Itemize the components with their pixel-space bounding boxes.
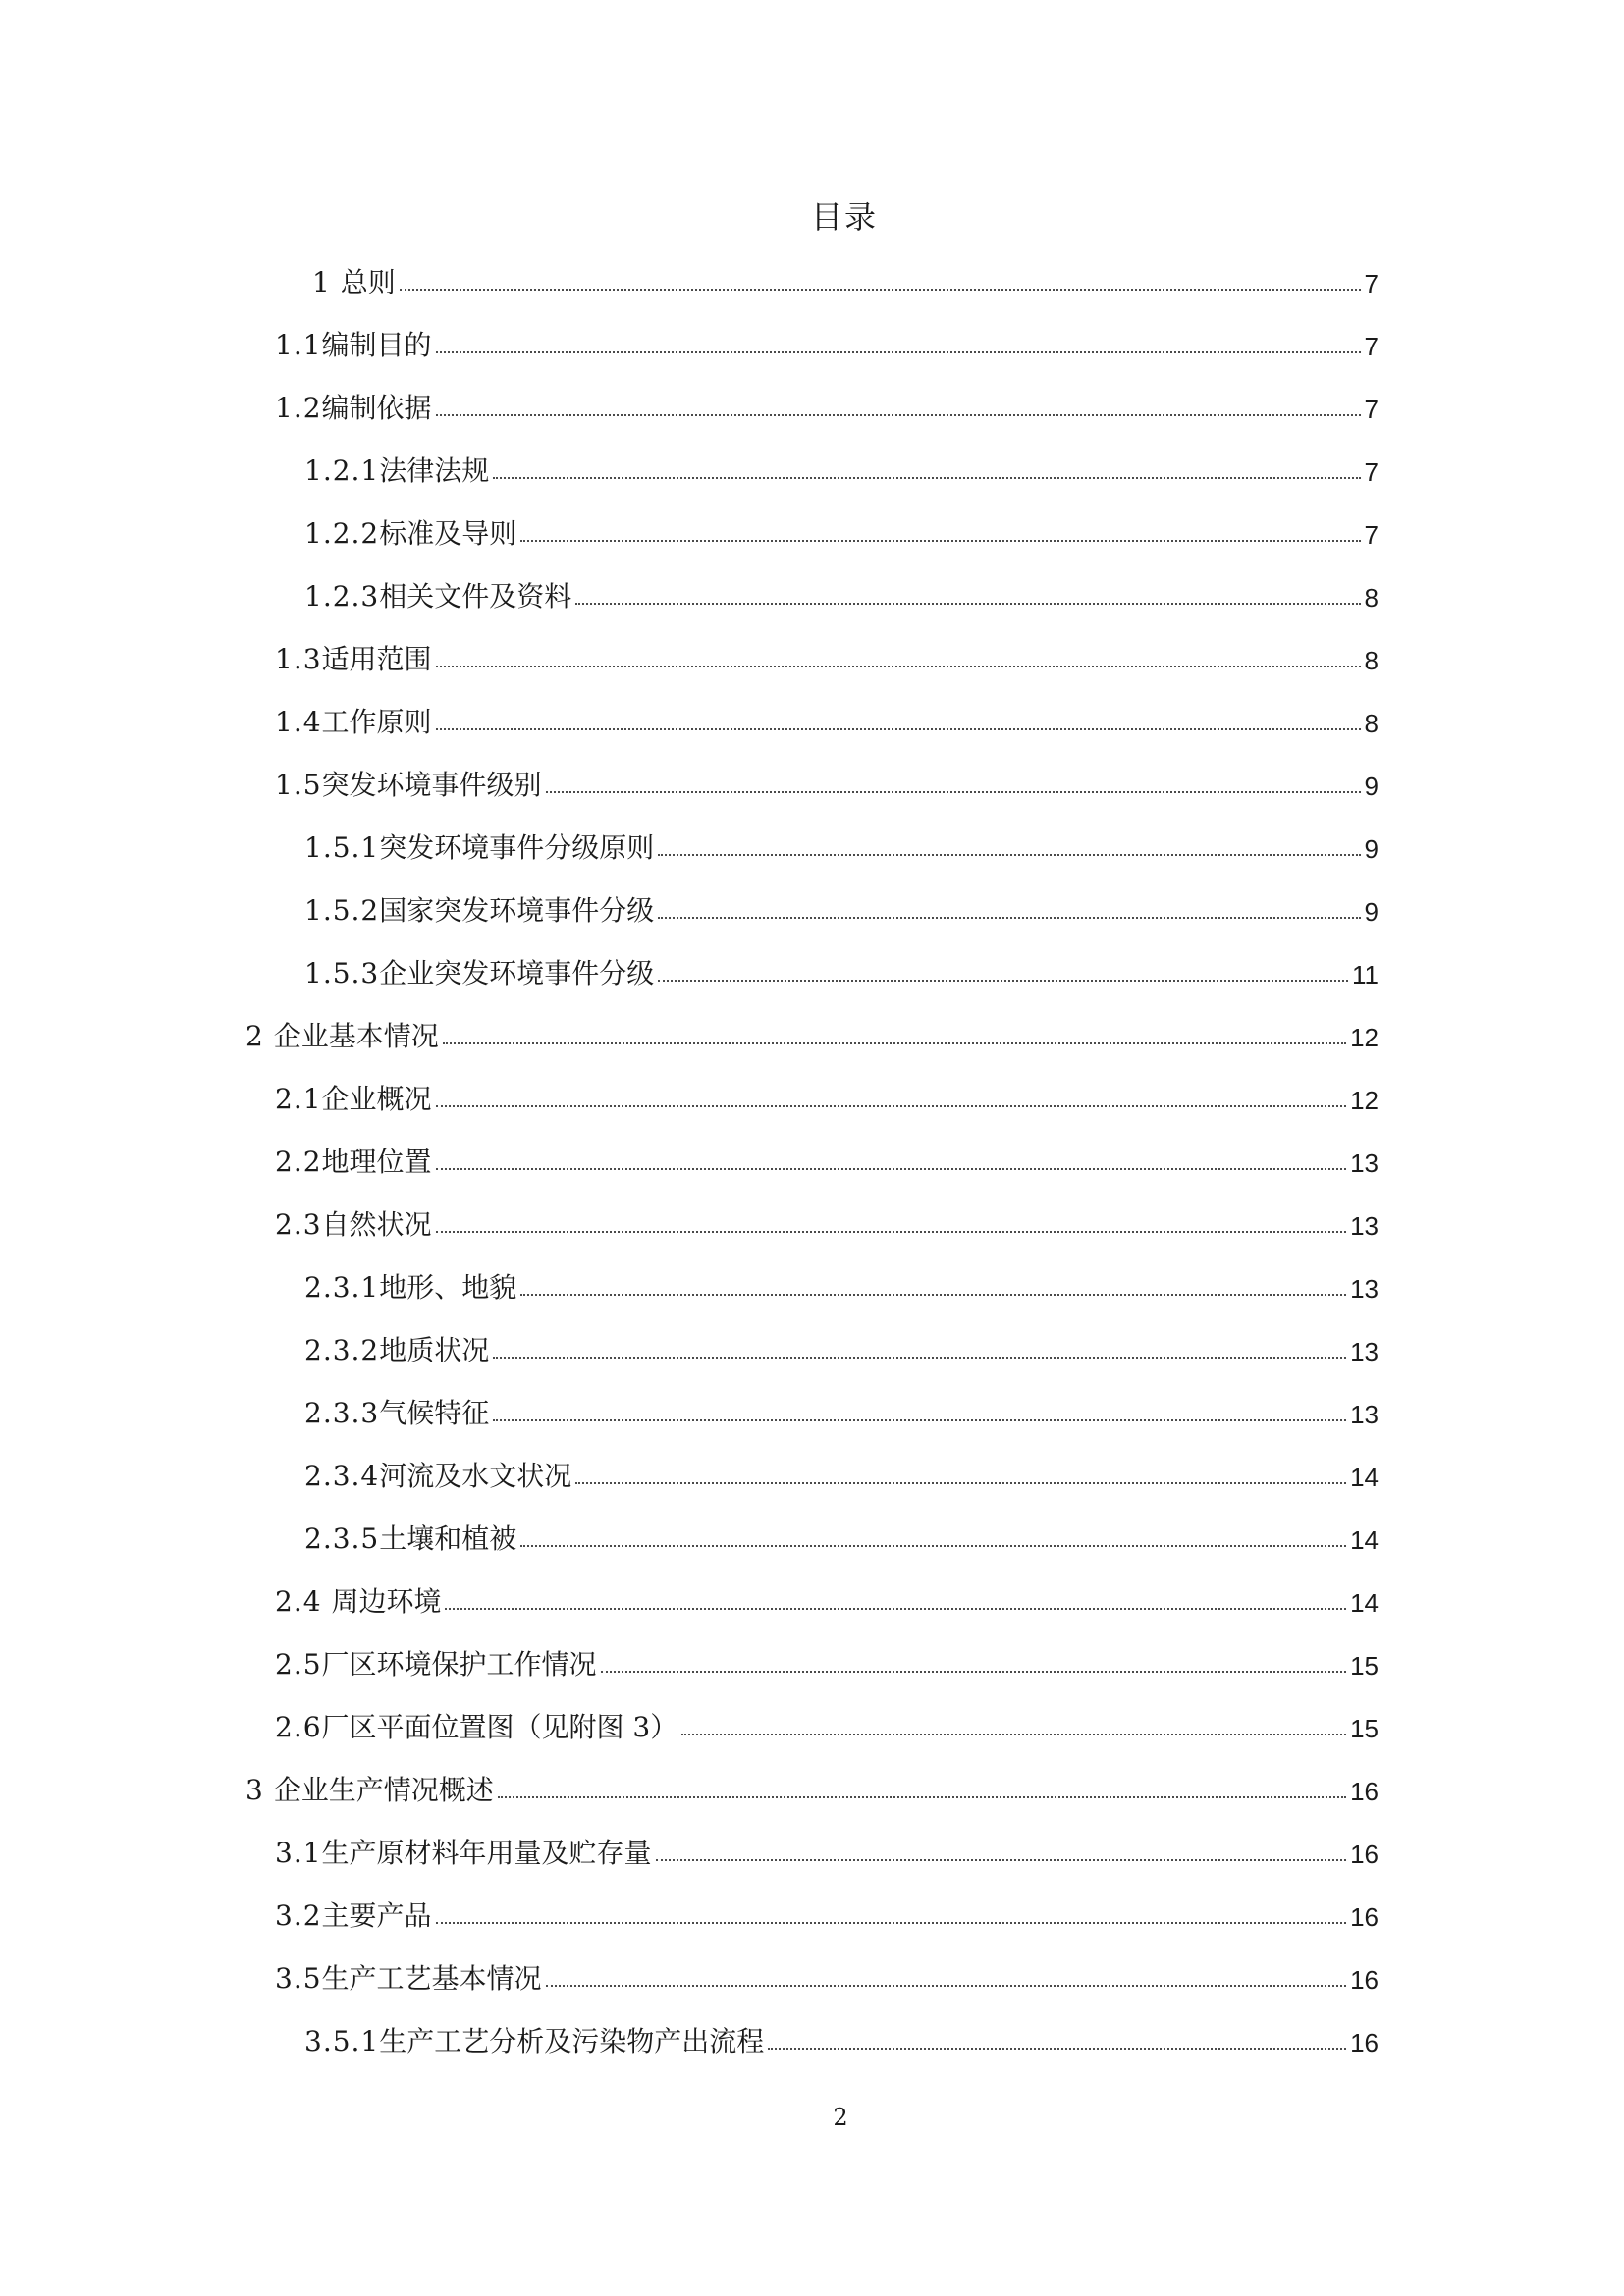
toc-entry-page: 13 <box>1350 1274 1379 1304</box>
toc-entry-title: 适用范围 <box>321 643 432 675</box>
toc-entry-title: 周边环境 <box>331 1585 442 1618</box>
page-title: 目录 <box>810 198 878 236</box>
toc-entry-title: 企业概况 <box>321 1083 432 1115</box>
toc-entry[interactable] <box>275 1074 1379 1113</box>
toc-entry[interactable] <box>245 1011 1379 1050</box>
toc-entry-page: 9 <box>1364 834 1379 864</box>
toc-entry[interactable] <box>275 697 1379 736</box>
toc-entry-title: 生产工艺分析及污染物产出流程 <box>379 2025 765 2057</box>
toc-entry-number: 3.5.1 <box>304 2025 380 2057</box>
toc-entry-number: 3.2 <box>275 1899 322 1932</box>
toc-entry-title: 地理位置 <box>321 1146 432 1178</box>
toc-entry-page: 8 <box>1364 646 1379 675</box>
toc-entry-title: 企业生产情况概述 <box>273 1774 494 1806</box>
toc-entry-title: 地形、地貌 <box>379 1271 517 1304</box>
toc-entry[interactable] <box>275 1576 1379 1616</box>
toc-entry-page: 7 <box>1364 395 1379 424</box>
toc-entry-number: 2.5 <box>275 1648 322 1681</box>
toc-entry-number: 1.5.3 <box>304 957 380 989</box>
toc-entry-page: 16 <box>1350 1777 1379 1806</box>
toc-entry[interactable] <box>304 508 1379 548</box>
toc-entry-title: 工作原则 <box>321 706 432 738</box>
toc-entry[interactable] <box>304 2016 1379 2056</box>
toc-entry-page: 16 <box>1350 1965 1379 1995</box>
toc-entry-number: 1.5 <box>275 769 322 801</box>
toc-entry-title: 厂区环境保护工作情况 <box>321 1648 597 1681</box>
toc-entry-page: 7 <box>1364 332 1379 361</box>
toc-entry-title: 土壤和植被 <box>379 1522 517 1555</box>
toc-dot-leader <box>493 477 1360 479</box>
toc-entry[interactable] <box>304 571 1379 611</box>
toc-entry-number: 1.5.2 <box>304 894 380 927</box>
toc-entry-title: 国家突发环境事件分级 <box>379 894 655 927</box>
toc-dot-leader <box>658 917 1360 919</box>
toc-entry-number: 1.2.2 <box>304 517 380 550</box>
toc-entry-number: 3.5 <box>275 1962 322 1995</box>
toc-entry-page: 9 <box>1364 897 1379 927</box>
toc-entry-title: 企业基本情况 <box>273 1020 439 1052</box>
toc-entry-title: 企业突发环境事件分级 <box>379 957 655 989</box>
toc-entry-number: 1.2 <box>275 392 322 424</box>
toc-entry-title: 法律法规 <box>379 454 490 487</box>
toc-entry-number: 2.4 <box>275 1585 332 1618</box>
toc-entry-number: 1.2.3 <box>304 580 380 613</box>
toc-entry-page: 13 <box>1350 1211 1379 1241</box>
toc-entry-page: 15 <box>1350 1651 1379 1681</box>
toc-entry-page: 15 <box>1350 1714 1379 1743</box>
toc-entry-page: 12 <box>1350 1086 1379 1115</box>
toc-entry-number: 1.2.1 <box>304 454 380 487</box>
toc-entry-number: 1.3 <box>275 643 322 675</box>
toc-entry-number: 2.3.3 <box>304 1397 380 1429</box>
toc-entry-number: 1.1 <box>275 329 322 361</box>
toc-dot-leader <box>436 351 1361 353</box>
toc-entry-number: 3.1 <box>275 1837 322 1869</box>
toc-entry-title: 生产工艺基本情况 <box>321 1962 542 1995</box>
toc-entry[interactable] <box>275 1828 1379 1867</box>
toc-entry[interactable] <box>275 1953 1379 1993</box>
toc-entry-title: 河流及水文状况 <box>379 1460 572 1492</box>
toc-dot-leader <box>546 791 1361 793</box>
toc-entry-number: 1.4 <box>275 706 322 738</box>
toc-entry[interactable] <box>304 823 1379 862</box>
toc-entry-page: 13 <box>1350 1400 1379 1429</box>
toc-entry[interactable] <box>245 1765 1379 1804</box>
toc-entry[interactable] <box>304 948 1379 988</box>
toc-entry-number: 2.2 <box>275 1146 322 1178</box>
toc-dot-leader <box>436 1231 1347 1233</box>
toc-entry[interactable] <box>304 1325 1379 1364</box>
toc-entry[interactable] <box>304 446 1379 485</box>
toc-entry[interactable] <box>275 1891 1379 1930</box>
toc-entry[interactable] <box>275 320 1379 359</box>
toc-entry[interactable] <box>275 1702 1379 1741</box>
toc-entry-page: 14 <box>1350 1463 1379 1492</box>
toc-entry-page: 16 <box>1350 1902 1379 1932</box>
toc-dot-leader <box>436 1105 1347 1107</box>
toc-entry-title: 生产原材料年用量及贮存量 <box>321 1837 652 1869</box>
toc-entry[interactable] <box>275 1639 1379 1679</box>
toc-entry-page: 9 <box>1364 772 1379 801</box>
toc-entry[interactable] <box>275 634 1379 673</box>
toc-dot-leader <box>575 1482 1346 1484</box>
toc-entry-title: 相关文件及资料 <box>379 580 572 613</box>
toc-entry-page: 16 <box>1350 2028 1379 2057</box>
toc-dot-leader <box>436 1922 1347 1924</box>
toc-entry-page: 8 <box>1364 709 1379 738</box>
toc-entry-title: 主要产品 <box>321 1899 432 1932</box>
toc-entry-page: 14 <box>1350 1588 1379 1618</box>
toc-entry-title: 突发环境事件分级原则 <box>379 831 655 864</box>
toc-entry-number: 2 <box>245 1020 274 1052</box>
toc-entry-number: 2.6 <box>275 1711 322 1743</box>
toc-entry-number: 1.5.1 <box>304 831 380 864</box>
toc-entry-title: 总则 <box>340 266 396 298</box>
toc-entry-title: 厂区平面位置图（见附图 3） <box>321 1711 678 1743</box>
toc-dot-leader <box>436 666 1361 667</box>
toc-dot-leader <box>520 540 1360 542</box>
toc-entry-number: 2.3 <box>275 1208 322 1241</box>
toc-dot-leader <box>400 289 1361 291</box>
toc-entry-number: 2.3.5 <box>304 1522 380 1555</box>
toc-dot-leader <box>601 1671 1347 1673</box>
toc-dot-leader <box>658 854 1360 856</box>
toc-dot-leader <box>681 1734 1346 1735</box>
toc-entry-number: 2.3.2 <box>304 1334 380 1366</box>
toc-entry-number: 3 <box>245 1774 274 1806</box>
toc-entry-page: 7 <box>1364 457 1379 487</box>
toc-dot-leader <box>520 1545 1346 1547</box>
toc-entry[interactable] <box>275 1137 1379 1176</box>
toc-entry-page: 7 <box>1364 269 1379 298</box>
toc-entry-number: 2.3.1 <box>304 1271 380 1304</box>
toc-entry-page: 12 <box>1350 1023 1379 1052</box>
toc-dot-leader <box>436 414 1361 416</box>
toc-dot-leader <box>575 603 1360 605</box>
toc-dot-leader <box>546 1985 1347 1987</box>
toc-entry-number: 2.1 <box>275 1083 322 1115</box>
toc-dot-leader <box>436 1168 1347 1170</box>
toc-dot-leader <box>436 728 1361 730</box>
toc-entry-page: 11 <box>1352 960 1379 989</box>
toc-entry-number: 2.3.4 <box>304 1460 380 1492</box>
toc-entry[interactable] <box>312 257 1379 296</box>
page-number: 2 <box>833 2104 848 2131</box>
toc-dot-leader <box>498 1796 1346 1798</box>
toc-entry-page: 8 <box>1364 583 1379 613</box>
toc-entry-title: 气候特征 <box>379 1397 490 1429</box>
toc-dot-leader <box>443 1042 1346 1044</box>
toc-entry-title: 标准及导则 <box>379 517 517 550</box>
toc-dot-leader <box>445 1608 1346 1610</box>
toc-entry[interactable] <box>275 760 1379 799</box>
toc-dot-leader <box>493 1357 1346 1359</box>
toc-dot-leader <box>493 1419 1346 1421</box>
toc-entry[interactable] <box>275 383 1379 422</box>
toc-entry[interactable] <box>304 1514 1379 1553</box>
toc-entry-number: 1 <box>312 266 341 298</box>
toc-entry-page: 13 <box>1350 1337 1379 1366</box>
toc-entry[interactable] <box>304 885 1379 925</box>
toc-dot-leader <box>768 2048 1346 2050</box>
toc-dot-leader <box>656 1859 1347 1861</box>
toc-entry-title: 编制依据 <box>321 392 432 424</box>
toc-entry-title: 自然状况 <box>321 1208 432 1241</box>
toc-entry-page: 7 <box>1364 520 1379 550</box>
toc-entry[interactable] <box>275 1200 1379 1239</box>
toc-entry-title: 编制目的 <box>321 329 432 361</box>
toc-entry-title: 地质状况 <box>379 1334 490 1366</box>
toc-entry-page: 13 <box>1350 1148 1379 1178</box>
toc-dot-leader <box>520 1294 1346 1296</box>
toc-entry-title: 突发环境事件级别 <box>321 769 542 801</box>
toc-dot-leader <box>658 980 1348 982</box>
toc-entry[interactable] <box>304 1451 1379 1490</box>
toc-entry-page: 16 <box>1350 1840 1379 1869</box>
toc-entry-page: 14 <box>1350 1525 1379 1555</box>
toc-entry[interactable] <box>304 1262 1379 1302</box>
toc-entry[interactable] <box>304 1388 1379 1427</box>
